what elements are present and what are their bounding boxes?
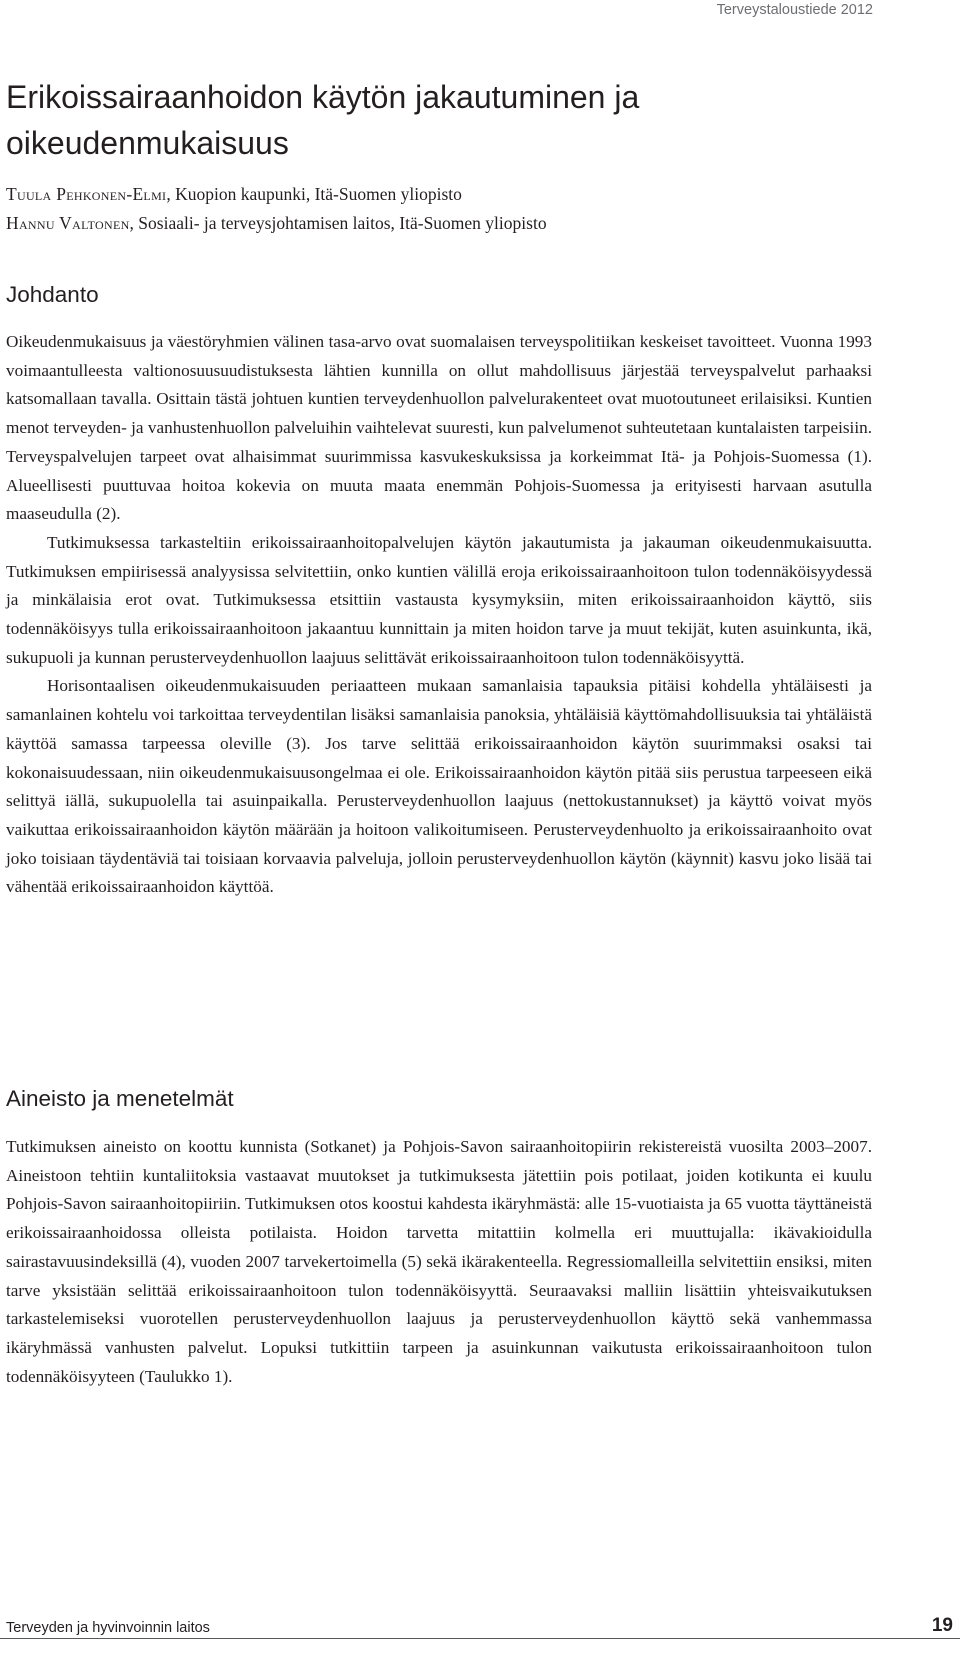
section-heading-johdanto: Johdanto (6, 282, 99, 307)
author-affiliation: , Kuopion kaupunki, Itä-Suomen yliopisto (166, 184, 462, 204)
section-heading-aineisto: Aineisto ja menetelmät (6, 1086, 234, 1111)
section-body-johdanto (6, 328, 872, 902)
page-number: 19 (931, 1615, 953, 1636)
section-body-aineisto (6, 1133, 872, 1391)
footer-rule (0, 1638, 960, 1639)
author-name: Tuula Pehkonen-Elmi (6, 184, 167, 204)
paragraph: Oikeudenmukaisuus ja väestöryhmien välinen tasa-arvo ovat suomalaisen terveyspolitiikan keskeiset tavoitteet. Vuonna 1993 voimaantulleesta valtionosuusuudistuksesta lähtien kunnilla on ollut mahdollisuus järjestää terveyspalvelut parhaaksi katsomallaan tavalla. Osittain tästä johtuen kuntien terveydenhuollon palvelurakenteet ovat muotoutuneet erilaisiksi. Kuntien menot terveyden- ja vanhustenhuollon palveluihin vaihtelevat suuresti, kun palvelumenot suhteutetaan kuntalaisten tarpeisiin. Terveyspalvelujen tarpeet ovat alhaisimmat suurimmissa kasvukeskuksissa ja korkeimmat Itä- ja Pohjois-Suomessa (1). Alueellisesti puuttuvaa hoitoa kokevia on muuta maata enemmän Pohjois-Suomessa ja erityisesti harvaan asutulla maaseudulla (2). (6, 332, 872, 524)
author-affiliation: , Sosiaali- ja terveysjohtamisen laitos, Itä-Suomen yliopisto (129, 213, 547, 233)
author-list (6, 180, 886, 238)
running-header: Terveystaloustiede 2012 (716, 2, 873, 18)
paragraph: Tutkimuksessa tarkasteltiin erikoissairaanhoitopalvelujen käytön jakautumista ja jakauman oikeudenmukaisuutta. Tutkimuksen empiirisessä analyysissa selvitettiin, onko kuntien välillä eroja erikoissairaanhoitoon tulon todennäköisyydessä ja minkälaisia erot ovat. Tutkimuksessa etsittiin vastausta kysymyksiin, miten erikoissairaanhoidon käyttö, siis todennäköisyys tulla erikoissairaanhoitoon jakaantuu kunnittain ja miten hoidon tarve ja muut tekijät, kuten asuinkunta, ikä, sukupuoli ja kunnan perusterveydenhuollon laajuus selittävät erikoissairaanhoitoon tulon todennäköisyyttä. (6, 532, 872, 667)
author-line (6, 180, 886, 209)
paragraph: Horisontaalisen oikeudenmukaisuuden periaatteen mukaan samanlaisia tapauksia pitäisi kohdella yhtäläisesti ja samanlainen kohtelu voi tarkoittaa terveydentilan lisäksi samanlaisia panoksia, yhtäläisiä käyttömahdollisuuksia tai yhtäläistä käyttöä samassa tarpeessa oleville (3). Jos tarve selittää erikoissairaanhoidon käytön suurimmaksi osaksi tai kokonaisuudessaan, niin oikeudenmukaisuusongelmaa ei ole. Erikoissairaanhoidon käytön pitää siis perustua tarpeeseen eikä selittyä iällä, sukupuolella tai asuinpaikalla. Perusterveydenhuollon laajuus (nettokustannukset) ja käyttö voivat myös vaikuttaa erikoissairaanhoidon käytön määrään ja hoitoon valikoitumiseen. Perusterveydenhuolto ja erikoissairaanhoito ovat joko toisiaan täydentäviä tai toisiaan korvaavia palveluja, jolloin perusterveydenhuollon käytön (käynnit) kasvu joko lisää tai vähentää erikoissairaanhoidon käyttöä. (6, 676, 872, 897)
paragraph: Tutkimuksen aineisto on koottu kunnista (Sotkanet) ja Pohjois-Savon sairaanhoitopiirin rekistereistä vuosilta 2003–2007. Aineistoon tehtiin kuntaliitoksia vastaavat muutokset ja tutkimuksesta jätettiin pois potilaat, joiden kotikunta ei kuulu Pohjois-Savon sairaanhoitopiiriin. Tutkimuksen otos koostui kahdesta ikäryhmästä: alle 15-vuotiaista ja 65 vuotta täyttäneistä erikoissairaanhoidossa olleista potilaista. Hoidon tarvetta mitattiin kolmella eri muuttujalla: ikävakioidulla sairastavuusindeksillä (4), vuoden 2007 tarvekertoimella (5) sekä ikärakenteella. Regressiomalleilla selvitettiin ensiksi, miten tarve yksistään selittää erikoissairaanhoitoon tulon todennäköisyyttä. Seuraavaksi malliin lisättiin yhteisvaikutuksen tarkastelemiseksi vuorotellen perusterveydenhuollon laajuus ja perusterveydenhuollon käyttö sekä vanhemmassa ikäryhmässä vanhusten palvelut. Lopuksi tutkittiin tarpeen ja asuinkunnan vaikutusta erikoissairaanhoitoon tulon todennäköisyyteen (Taulukko 1). (6, 1137, 872, 1386)
footer-organization: Terveyden ja hyvinvoinnin laitos (6, 1620, 210, 1636)
article-title: Erikoissairaanhoidon käytön jakautuminen ja oikeudenmukaisuus (6, 79, 640, 161)
author-line (6, 209, 886, 238)
author-name: Hannu Valtonen (6, 213, 130, 233)
